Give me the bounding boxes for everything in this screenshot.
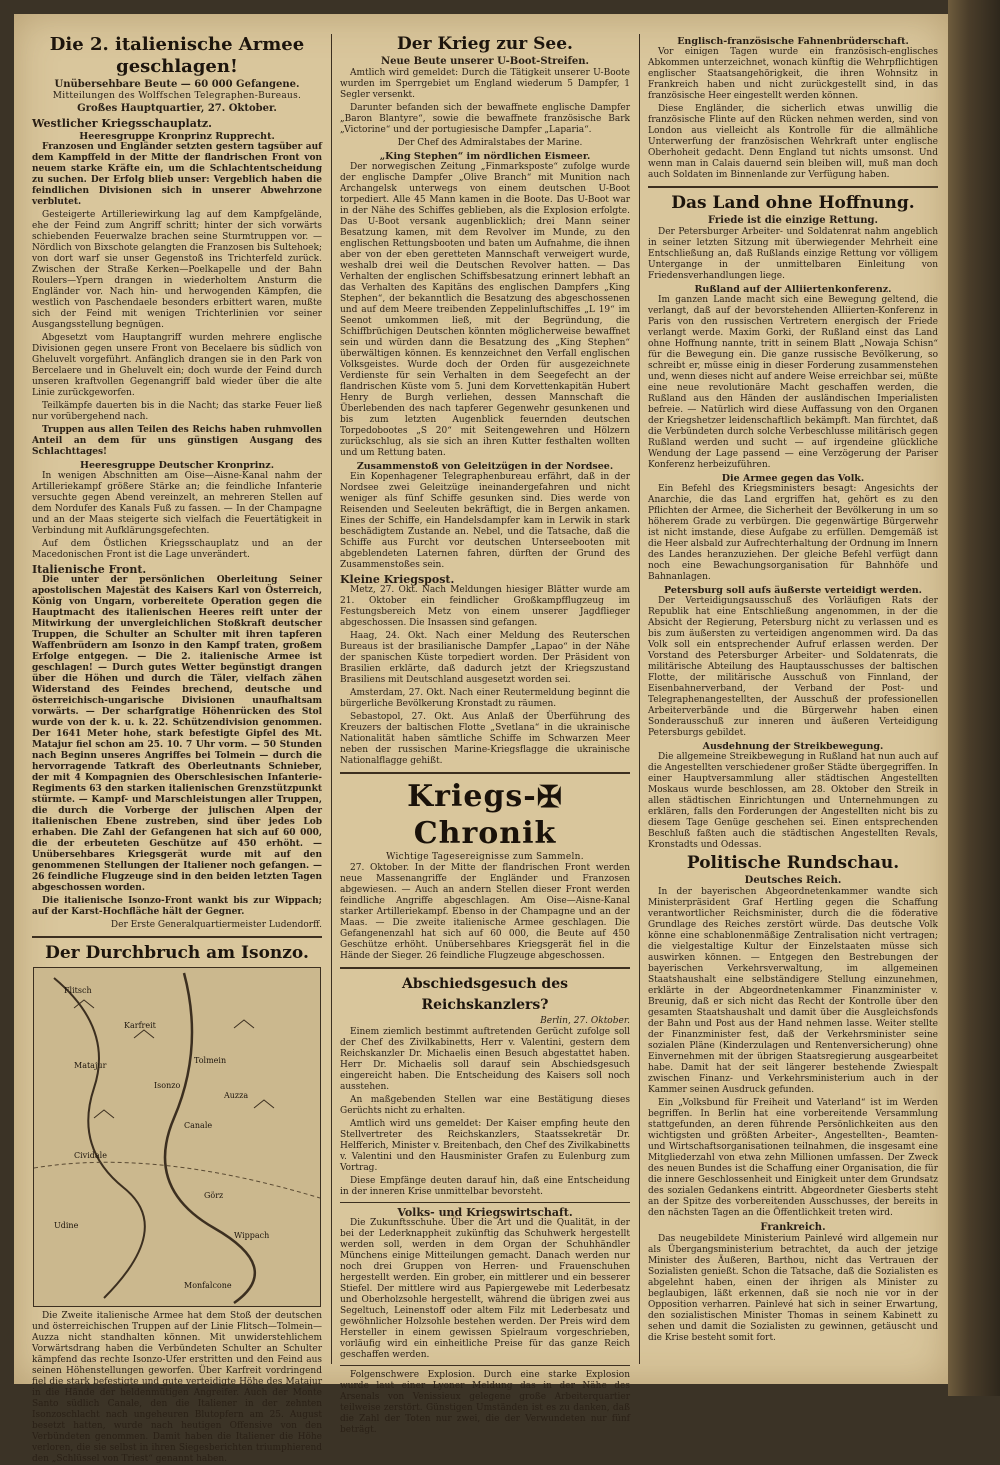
map-front-line [34,1162,320,1198]
paragraph: 27. Oktober. In der Mitte der flandrischen Front werden neue Massenangriffe der Engländer und Franzosen abgewiesen. — Auch an andern Stellen dieser Front werden feindliche Angriffe abgeschlagen. Am Oise—Aisne-Kanal starker Artilleriekampf. Ebenso in der Champagne und an der Maas. — Die zweite italienische Armee geschlagen. Die Gefangenenzahl hat sich auf 60 000, die Beute auf 450 Geschütze erhöht. Unübersehbares Kriegsgerät fiel in die Hände der Sieger. 26 feindliche Flugzeuge abgeschossen. [340,863,630,961]
paragraph: Folgenschwere Explosion. Durch eine starke Explosion wurde laut einer Lyoner Meldung das in der Nähe des Arsenals von Venissieux gelegene große Arbeiterquartier teilweise zerstört. Günstigen Umständen ist es zu danken, daß die Zahl der Toten nur zwei, die der Verwundeten nur fünf beträgt. [340,1370,630,1435]
section-title: Kleine Kriegspost. [340,573,455,586]
paragraph: Amtlich wird gemeldet: Durch die Tätigkeit unserer U-Boote wurden im Sperrgebiet um England wiederum 5 Dampfer, 1 Segler versenkt. [340,68,630,100]
section-title: Italienische Front. [32,563,147,576]
map-label: Matajur [74,1061,107,1070]
subsection-title: Petersburg soll aufs äußerste verteidigt werden. [664,585,922,596]
paragraph: Im ganzen Lande macht sich eine Bewegung geltend, die verlangt, daß auf der bevorstehenden Alliierten-Konferenz in Paris von den russischen Vertretern energisch der Friede verlangt werde. Maxim Gorki, der Rußland einst das Land ohne Hoffnung nannte, tritt in seinem Blatt „Nowaja Schisn“ für die Bewegung ein. Die ganze russische Bevölkerung, so schreibt er, müsse einig in dieser Forderung zusammenstehen und, wenn dieses nicht auf andere Weise erreichbar sei, müßte eine neue revolutionäre Macht geschaffen werden, die Rußland aus den Händen der ausländischen Imperialisten befreie. — Natürlich wird diese Auffassung von den Organen der Kriegshetzer leidenschaftlich bekämpft. Man fürchtet, daß die Verbündeten durch solche Verbeschlusse militärisch gegen Rußland werden und sucht — auf irgendeine glückliche Wendung der Lage passend — eine Verzögerung der Pariser Konferenz herbeizuführen. [648,295,938,470]
map-label: Wippach [234,1231,270,1240]
paragraph: Amtlich wird uns gemeldet: Der Kaiser empfing heute den Stellvertreter des Reichskanzlers, Staatssekretär Dr. Helfferich, Minister v. Breitenbach, den Chef des Zivilkabinetts v. Valentini und den Hausminister Grafen zu Eulenburg zum Vortrag. [340,1119,630,1173]
paragraph: Vor einigen Tagen wurde ein französisch-englisches Abkommen unterzeichnet, wonach künftig die Wehrpflichtigen englischer Staatsangehörigkeit, die ihren Wohnsitz in Frankreich haben und nicht zurückgestellt sind, in das französische Heer eingestellt werden können. [648,47,938,101]
subheadline: Unübersehbare Beute — 60 000 Gefangene. [54,79,300,90]
paragraph: Truppen aus allen Teilen des Reichs haben ruhmvollen Anteil an dem für uns günstigen Ausgang des Schlachttages! [32,425,322,457]
signature: Der Erste Generalquartiermeister Ludendorff. [110,920,322,930]
map-label: Cividale [74,1151,107,1160]
subheadline: Frankreich. [760,1222,826,1233]
paragraph: Der Petersburger Arbeiter- und Soldatenrat nahm angeblich in seiner letzten Sitzung mit überwiegender Mehrheit eine Entschließung an, daß Rußlands einzige Rettung vor völligem Untergange in der unmittelbaren Einleitung von Friedensverhandlungen liege. [648,227,938,281]
chronik-word-right: Chronik [413,816,557,851]
subsection-title: Rußland auf der Alliiertenkonferenz. [694,284,892,295]
paragraph: Das neugebildete Ministerium Painlevé wird allgemein nur als Übergangsministerium betrachtet, da auch der jetzige Minister des Äußeren, Barthou, nicht das Vertrauen der Sozialisten genießt. Schon die Tatsache, daß die Sozialisten es abgelehnt haben, einen der ihrigen als Minister zu beglaubigen, läßt erkennen, daß sie noch nie vor in der Opposition verharren. Painlevé hat sich in seiner Erwartung, den sozialistischen Minister Thomas in seinem Kabinett zu sehen und damit die Sozialisten zu gewinnen, getäuscht und die Krise besteht somit fort. [648,1234,938,1343]
paragraph: Sebastopol, 27. Okt. Aus Anlaß der Überführung des Kreuzers der baltischen Flotte „Svetlana“ in die ukrainische Nationalität haben sämtliche Schiffe im Schwarzen Meer neben der russischen Marine-Kriegsflagge die ukrainische Nationalflagge gehißt. [340,712,630,766]
paragraph: Ein „Volksbund für Freiheit und Vaterland“ ist im Werden begriffen. In Berlin hat eine vorbereitende Versammlung stattgefunden, an deren führende Persönlichkeiten aus den wichtigsten und größten Arbeiter-, Angestellten-, Beamten- und Wirtschaftsorganisationen teilnahmen, die insgesamt eine Mitgliederzahl von etwa zehn Millionen umfassen. Der Zweck des neuen Bundes ist die Schaffung einer Organisation, die für die innere Geschlossenheit und Einigkeit unter dem Grundsatz des sozialen Gedankens eintritt. Abgeordneter Giesberts steht an der Spitze des vorbereitenden Ausschusses, der bereits in den nächsten Tagen an die Öffentlichkeit treten wird. [648,1098,938,1218]
map-label: Tolmein [194,1056,227,1065]
divider [340,967,630,969]
subsection-title: Ausdehnung der Streikbewegung. [702,741,884,752]
map-graphic [34,968,320,1306]
map-label: Udine [54,1221,79,1230]
paragraph: Diese Empfänge deuten darauf hin, daß eine Entscheidung in der inneren Krise unmittelbar bevorsteht. [340,1176,630,1197]
divider [340,1202,630,1203]
kriegs-chronik-banner [340,779,630,852]
subsection-title: Die Armee gegen das Volk. [721,473,865,484]
paragraph: Franzosen und Engländer setzten gestern tagsüber auf dem Kampffeld in der Mitte der flandrischen Front von neuem starke Kräfte ein, um die Schlachtentscheidung zu suchen. Der Erfolg blieb unser: Vergeblich haben die feindlichen Divisionen sich in unserer Abwehrzone verblutet. [32,142,322,207]
paragraph: Der norwegischen Zeitung „Finmarksposte“ zufolge wurde der englische Dampfer „Olive Branch“ mit Munition nach Archangelsk unterwegs von einem deutschen U-Boot torpediert. Alle 45 Mann kamen in die Boote. Das U-Boot war in der Nähe des Schiffes geblieben, als die Explosion erfolgte. Das U-Boot versank augenblicklich; drei Mann seiner Besatzung kamen, mit dem Revolver im Munde, zu den englischen Rettungsbooten und baten um Aufnahme, die ihnen aber von der eben geretteten Mannschaft verweigert wurde, weshalb drei weil die Deutschen Revolver hatten. — Das Verhalten der englischen Schiffsbesatzung erinnert lebhaft an das Verhalten des Kapitäns des englischen Dampfers „King Stephen“, der bekanntlich die Besatzung des abgeschossenen und auf dem Meere treibenden Zeppelinluftschiffes „L 19“ im Seenot umkommen ließ, mit der Begründung, die Schiffbrüchigen Deutschen könnten möglicherweise bewaffnet sein und würden dann die Besatzung des „King Stephen“ überwältigen können. Es kennzeichnet den Verfall englischen Volksgeistes. Wurde doch der Orden für ausgezeichnete Verdienste für sein Verhalten in dem Seegefecht an der flandrischen Küste vom 5. Juni dem Korvettenkapitän Hubert Henry de Burgh verliehen, dessen Mannschaft die Überlebenden des nach tapferer Gegenwehr gesunkenen und bis zum letzten Augenblick feuernden deutschen Torpedobootes „S 20“ mit Seitengewehren und Hölzern zurückschlug, als sie sich an ihren Kutter festhalten wollten und um Rettung baten. [340,162,630,458]
subsection-title: „King Stephen“ im nördlichen Eismeer. [379,151,591,162]
map-label: Monfalcone [184,1281,232,1290]
paragraph: Ein Kopenhagener Telegraphenbureau erfährt, daß in der Nordsee zwei Geleitzüge ineinandergefahren und nicht weniger als fünf Schiffe gesunken sind. Dies werde von Reisenden und Seeleuten bekräftigt, die in Bergen ankamen. Eines der Schiffe, ein Handelsdampfer kam in Lerwik in stark beschädigtem Zustande an. Nebel, und die Tatsache, daß die Schiffe aus Furcht vor deutschen Unterseebooten mit abgeblendeten Laternen fahren, dürften der Grund des Zusammenstoßes sein. [340,472,630,570]
chronik-subtitle: Wichtige Tagesereignisse zum Sammeln. [386,852,584,862]
subsection-title: Heeresgruppe Deutscher Kronprinz. [80,460,274,471]
paragraph: Amsterdam, 27. Okt. Nach einer Reutermeldung beginnt die bürgerliche Bevölkerung Kronstadt zu räumen. [340,688,630,709]
subsection-title: Heeresgruppe Kronprinz Rupprecht. [79,131,275,142]
map-label: Flitsch [64,986,92,995]
paragraph: Die italienische Isonzo-Front wankt bis zur Wippach; auf der Karst-Hochfläche hält der Gegner. [32,896,322,917]
newspaper-page [14,14,948,1464]
binding-edge [948,0,1000,1396]
map-label: Isonzo [154,1081,181,1090]
main-headline: Die 2. italienische Armee geschlagen! [49,34,305,77]
section-title: Westlicher Kriegsschauplatz. [32,117,212,130]
divider [32,936,322,938]
paragraph: Diese Engländer, die sicherlich etwas unwillig die französische Flinte auf den Rücken nehmen werden, sind von London aus vielleicht als Kontrolle für die allmähliche Unterwerfung der französischen Wehrkraft unter englische Oberhoheit gedacht. Denn England tut nichts umsonst. Und wenn man in Calais dauernd sein bleiben will, muß man doch auch Soldaten im Binnenlande zur Verfügung haben. [648,104,938,180]
column-divider [331,34,332,1364]
paragraph: Einem ziemlich bestimmt auftretenden Gerücht zufolge soll der Chef des Zivilkabinetts, Herr v. Valentini, gestern dem Reichskanzler Dr. Michaelis einen Besuch abgestattet haben. Herr Dr. Michaelis soll darauf sein Abschiedsgesuch eingereicht haben. Die Entscheidung des Kaisers soll noch ausstehen. [340,1027,630,1092]
section-title: Volks- und Kriegswirtschaft. [397,1206,573,1219]
article-headline: Politische Rundschau. [686,853,900,873]
map-mountains [74,1000,274,1118]
paragraph: Auf dem Östlichen Kriegsschauplatz und an der Macedonischen Front ist die Lage unverändert. [32,539,322,560]
paragraph: In der bayerischen Abgeordnetenkammer wandte sich Ministerpräsident Graf Hertling gegen die Schaffung verantwortlicher Reichsminister, durch die die föderative Grundlage des Reiches zerstört würde. Das deutsche Volk könne eine schablonenmäßige Zentralisation nicht vertragen; die vielgestaltige Kultur der Einzelstaaten müsse sich auswirken können. — Entgegen den Bestrebungen der bayerischen Verkehrsverwaltung, im allgemeinen Staatshaushalt eine selbständigere Stellung einzunehmen, erklärte in der Abgeordnetenkammer Finanzminister v. Breunig, daß er sich nicht das Recht der Kontrolle über den gesamten Staatshaushalt und damit über die Ausgleichsfonds der Bahn und Post aus der Hand nehmen lasse. Weiter stellte der Finanzminister fest, daß der Verkehrsminister seine sozialen Pläne (Kinderzulagen und Rentenversicherung) ohne Einvernehmen mit der übrigen Staatsregierung ausgearbeitet habe. Damit hat der seit längerer bestehende Zwiespalt zwischen Finanz- und Verkehrsministerium auch in der Kammer seinen Ausdruck gefunden. [648,887,938,1095]
map-label: Karfreit [124,1021,156,1030]
subheadline: Neue Beute unserer U-Boot-Streifen. [380,56,590,67]
subheadline: Deutsches Reich. [744,875,842,886]
paragraph: Darunter befanden sich der bewaffnete englische Dampfer „Baron Blantyre“, sowie die bewaffnete französische Bark „Victorine“ und der portugiesische Dampfer „Laparia“. [340,103,630,135]
paragraph: Die unter der persönlichen Oberleitung Seiner apostolischen Majestät des Kaisers Karl von Österreich, König von Ungarn, vorbereitete Operation gegen die Hauptmacht des italienischen Heeres reift unter der Mitwirkung der unvergleichlichen Stoßkraft deutscher Truppen, die Schulter an Schulter mit ihren tapferen Waffenbrüdern am Isonzo in den Kampf traten, großem Erfolge entgegen. — Die 2. italienische Armee ist geschlagen! — Durch gutes Wetter begünstigt drangen über die Höhen und durch die Täler, vielfach zähen Widerstand des Feindes brechend, deutsche und österreichisch-ungarische Divisionen unaufhaltsam vorwärts. — Der scharfgratige Höhenrücken des Stol wurde von der k. u. k. 22. Schützendivision genommen. Der 1641 Meter hohe, stark befestigte Gipfel des Mt. Matajur fiel schon am 25. 10. 7 Uhr vorm. — 50 Stunden nach Beginn unseres Angriffes bei Tolmein — durch die hervorragende Tatkraft des Oberleutnants Schnieber, der mit 4 Kompagnien des Oberschlesischen Infanterie-Regiments 63 den starken italienischen Grenzstützpunkt stürmte. — Kampf- und Marschleistungen aller Truppen, die durch die Vorberge der julischen Alpen der italienischen Ebene zustreben, sind über jedes Lob erhaben. Die Zahl der Gefangenen hat sich auf 60 000, die der erbeuteten Geschütze auf 450 erhöht. — Unübersehbares Kriegsgerät wurde mit auf den genommenen Stellungen der Italiener noch gefangen. — 26 feindliche Flugzeuge sind in den beiden letzten Tagen abgeschossen worden. [32,575,322,893]
signature: Der Chef des Admiralstabes der Marine. [397,138,583,148]
paragraph: Metz, 27. Okt. Nach Meldungen hiesiger Blätter wurde am 21. Oktober ein feindlicher Großkampfflugzeug im Festungsbereich Metz von einem unserer Jagdflieger abgeschossen. Die Insassen sind gefangen. [340,585,630,628]
map-label: Görz [204,1191,224,1200]
map-label: Canale [184,1121,213,1130]
paragraph: Haag, 24. Okt. Nach einer Meldung des Reuterschen Bureaus ist der brasilianische Dampfer „Lapao“ in der Nähe der spanischen Küste torpediert worden. Der Präsident von Brasilien erklärte, daß dadurch jetzt der Kriegszustand Brasiliens mit Deutschland ausgesetzt worden sei. [340,631,630,685]
paragraph: Die allgemeine Streikbewegung in Rußland hat nun auch auf die Angestellten verschiedener großer Städte übergegriffen. In einer Hauptversammlung aller städtischen Angestellten Moskaus wurde beschlossen, am 28. Oktober den Streik in allen städtischen Einrichtungen und Unternehmungen zu erklären, falls den Forderungen der Angestellten nicht bis zu diesem Tage Genüge geschehen sei. Einen entsprechenden Beschluß faßten auch die städtischen Angestellten Revals, Kronstadts und Odessas. [648,752,938,850]
isonzo-map [33,967,321,1307]
paragraph: An maßgebenden Stellen war eine Bestätigung dieses Gerüchts nicht zu erhalten. [340,1095,630,1116]
paragraph: Der Verteidigungsausschuß des Vorläufigen Rats der Republik hat eine Entschließung angenommen, in der die Absicht der Regierung, Petersburg nicht zu verlassen und es bis zum äußersten zu verteidigen angenommen wird. Da das Volk soll ein entsprechender Aufruf erlassen werden. Der Vorstand des Petersburger Arbeiter- und Soldatenrats, die militärische Abteilung des Hauptausschusses der baltischen Flotte, der militärische Ausschuß von Finnland, der Eisenbahnerverband, der Verband der Post- und Telegraphenangestellten, der Ausschuß der professionellen Arbeiterverbände und die Bürgerwehr haben einen Sonderausschuß zur inneren und äußeren Verteidigung Petersburgs gebildet. [648,596,938,738]
paragraph: Teilkämpfe dauerten bis in die Nacht; das starke Feuer ließ nur vorübergehend nach. [32,401,322,422]
column-1 [32,34,322,1464]
divider [648,186,938,188]
map-label: Auzza [224,1091,249,1100]
paragraph: Gesteigerte Artilleriewirkung lag auf dem Kampfgelände, ehe der Feind zum Angriff schritt; hinter der sich vorwärts schiebenden Feuerwalze brachen seine Sturmtruppen vor. — Nördlich von Bixschote gelangten die Franzosen bis Sultehoek; von dort warf sie unser Gegenstoß ins Trichterfeld zurück. Zwischen der Straße Kerken—Poelkapelle und der Bahn Roulers—Ypern drangen in wiederholtem Ansturm die Engländer vor. Nach hin- und herwogenden Kämpfen, die westlich von Paschendaele besonders erbittert waren, mußte sich der Feind mit wenigen Trichterlinien vor seiner Ausgangsstellung begnügen. [32,210,322,330]
article-headline: Das Land ohne Hoffnung. [671,193,915,213]
column-divider [639,34,640,1364]
article-headline: Der Durchbruch am Isonzo. [45,943,309,963]
subsection-title: Englisch-französische Fahnenbrüderschaft. [677,36,909,47]
dateline: Berlin, 27. Oktober. [540,1016,630,1026]
column-3 [648,34,938,1364]
divider [340,1365,630,1366]
paragraph: Abgesetzt vom Hauptangriff wurden mehrere englische Divisionen gegen unsere Front von Becelaere bis südlich von Gheluvelt vorgeführt. Anfänglich drangen sie in den Park von Bercelaere und in Gheluvelt ein; doch wurde der Feind durch unseren kraftvollen Gegenangriff bald wieder über die alte Linie zurückgeworfen. [32,333,322,398]
paragraph: Die Zukunftsschuhe. Über die Art und die Qualität, in der bei der Lederknappheit zukünftig das Schuhwerk hergestellt werden soll, werden in dem Organ der Schuhhändler Münchens einige Mitteilungen gemacht. Danach werden nur noch drei Gruppen von Herren- und Frauenschuhen hergestellt werden. Ein grober, ein mittlerer und ein besserer Stiefel. Der mittlere wird aus Papiergewebe mit Lederbesatz und Oberholzsohle hergestellt, während die übrigen zwei aus Segeltuch, Leinenstoff oder altem Filz mit Lederbesatz und gewöhnlicher Holzsohle bestehen werden. Der Preis wird dem Hersteller in einem gewissen Spielraum vorgeschrieben, vorläufig wird ein einheitliche Preise für das ganze Reich geschaffen werden. [340,1218,630,1360]
hq-line: Großes Hauptquartier, 27. Oktober. [77,103,277,114]
article-headline: Abschiedsgesuch des Reichskanzlers? [401,976,569,1013]
paragraph: In wenigen Abschnitten am Oise—Aisne-Kanal nahm der Artilleriekampf größere Stärke an; die feindliche Infanterie versuchte gegen Abend vereinzelt, an mehreren Stellen auf dem Nordufer des Kanals Fuß zu fassen. — In der Champagne und an der Maas steigerte sich vielfach die Feuertätigkeit in Verbindung mit Aufklärungsgefechten. [32,471,322,536]
article-headline: Der Krieg zur See. [397,34,573,54]
paragraph: Ein Befehl des Kriegsministers besagt: Angesichts der Anarchie, die das Land ergriffen hat, gehört es zu den Pflichten der Armee, die Sicherheit der Bevölkerung in um so höherem Grade zu verbürgen. Die gegenwärtige Bürgerwehr ist nicht imstande, diese Aufgabe zu erfüllen. Demgemäß ist die Heer alsbald zur Aufrechterhaltung der Ordnung im Innern des Landes heranzuziehen. Der gleiche Befehl verfügt dann noch eine Bewachungsorganisation für Bahnhöfe und Bahnanlagen. [648,484,938,582]
chronik-word-left: Kriegs- [407,779,537,814]
subheadline: Friede ist die einzige Rettung. [707,215,879,226]
column-2 [340,34,630,1435]
divider [340,772,630,774]
subsection-title: Zusammenstoß von Geleitzügen in der Nordsee. [356,461,614,472]
source-line: Mitteilungen des Wolffschen Telegraphen-Bureaus. [52,91,302,101]
paragraph: Die Zweite italienische Armee hat dem Stoß der deutschen und österreichischen Truppen auf der Linie Flitsch—Tolmein—Auzza nicht standhalten können. Mit unwiderstehlichem Vorwärtsdrang haben die Verbündeten Schulter an Schulter kämpfend das rechte Isonzo-Ufer erstritten und den Feind aus seinen Höhenstellungen geworfen. Über Karfreit vordringend fiel die stark befestigte und gute verteidigte Höhe des Matajur in die Hände der heldenmütigen Angreifer. Auch der Monte Santo südlich Canale, den die Italiener in der zehnten Isonzoschlacht nach ungeheuren Blutopfern am 25. August besetzt hatten, wurde nach heutigen Offensive von den Verbündeten genommen. Damit haben die Italiener die Höhe verloren, die sie selbst in ihren Siegesberichten triumphierend den „Schlüssel von Triest“ genannt haben. [32,1311,322,1464]
iron-cross-icon: ✠ [536,780,563,815]
